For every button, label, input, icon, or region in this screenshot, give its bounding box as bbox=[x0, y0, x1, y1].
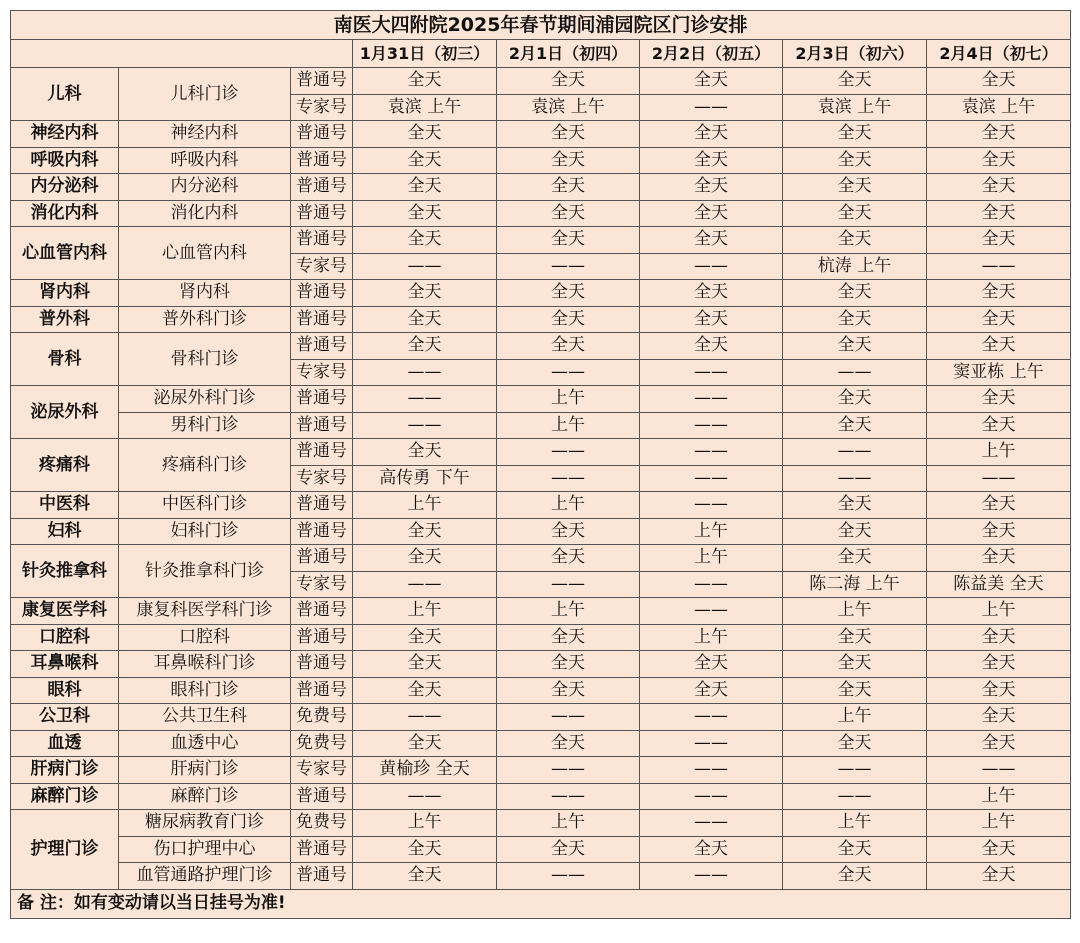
department-cell: 耳鼻喉科 bbox=[11, 651, 119, 678]
schedule-cell: 全天 bbox=[353, 227, 497, 254]
clinic-cell: 肝病门诊 bbox=[119, 757, 291, 784]
schedule-cell: —— bbox=[640, 571, 783, 598]
schedule-cell: 全天 bbox=[783, 730, 927, 757]
schedule-cell: 上午 bbox=[353, 598, 497, 625]
schedule-cell: 上午 bbox=[927, 783, 1071, 810]
schedule-cell: 全天 bbox=[640, 306, 783, 333]
registration-type-cell: 普通号 bbox=[291, 651, 353, 678]
schedule-cell: 全天 bbox=[640, 121, 783, 148]
clinic-cell: 针灸推拿科门诊 bbox=[119, 545, 291, 598]
schedule-cell: 全天 bbox=[353, 863, 497, 890]
table-row bbox=[11, 147, 1071, 174]
clinic-cell: 糖尿病教育门诊 bbox=[119, 810, 291, 837]
schedule-cell: 全天 bbox=[353, 730, 497, 757]
table-row bbox=[11, 227, 1071, 254]
schedule-cell: —— bbox=[927, 757, 1071, 784]
schedule-cell: 全天 bbox=[353, 306, 497, 333]
schedule-cell: 全天 bbox=[353, 518, 497, 545]
registration-type-cell: 普通号 bbox=[291, 227, 353, 254]
table-row bbox=[11, 598, 1071, 625]
clinic-cell: 口腔科 bbox=[119, 624, 291, 651]
header-blank bbox=[11, 40, 353, 68]
department-cell: 血透 bbox=[11, 730, 119, 757]
registration-type-cell: 普通号 bbox=[291, 386, 353, 413]
clinic-cell: 血透中心 bbox=[119, 730, 291, 757]
department-cell: 妇科 bbox=[11, 518, 119, 545]
schedule-cell: 全天 bbox=[353, 280, 497, 307]
clinic-cell: 耳鼻喉科门诊 bbox=[119, 651, 291, 678]
registration-type-cell: 普通号 bbox=[291, 863, 353, 890]
schedule-cell: 全天 bbox=[497, 333, 640, 360]
department-cell: 肾内科 bbox=[11, 280, 119, 307]
department-cell: 消化内科 bbox=[11, 200, 119, 227]
registration-type-cell: 普通号 bbox=[291, 306, 353, 333]
schedule-cell: 上午 bbox=[640, 545, 783, 572]
schedule-cell: 全天 bbox=[497, 624, 640, 651]
department-cell: 肝病门诊 bbox=[11, 757, 119, 784]
registration-type-cell: 免费号 bbox=[291, 730, 353, 757]
schedule-cell: 全天 bbox=[353, 68, 497, 95]
registration-type-cell: 免费号 bbox=[291, 810, 353, 837]
schedule-cell: 全天 bbox=[497, 227, 640, 254]
schedule-wrapper bbox=[10, 10, 1070, 919]
schedule-cell: 全天 bbox=[783, 545, 927, 572]
schedule-cell: 全天 bbox=[640, 200, 783, 227]
department-cell: 针灸推拿科 bbox=[11, 545, 119, 598]
schedule-cell: 全天 bbox=[353, 677, 497, 704]
schedule-cell: 全天 bbox=[640, 280, 783, 307]
schedule-cell: 全天 bbox=[927, 730, 1071, 757]
schedule-cell: 全天 bbox=[783, 306, 927, 333]
schedule-cell: 全天 bbox=[640, 68, 783, 95]
schedule-cell: 上午 bbox=[640, 624, 783, 651]
schedule-cell: 上午 bbox=[497, 412, 640, 439]
schedule-cell: —— bbox=[640, 439, 783, 466]
table-row bbox=[11, 863, 1071, 890]
table-row bbox=[11, 492, 1071, 519]
table-row bbox=[11, 836, 1071, 863]
table-row bbox=[11, 174, 1071, 201]
table-row bbox=[11, 121, 1071, 148]
schedule-cell: 袁滨 上午 bbox=[353, 94, 497, 121]
schedule-cell: 全天 bbox=[353, 624, 497, 651]
department-cell: 心血管内科 bbox=[11, 227, 119, 280]
schedule-cell: 黄榆珍 全天 bbox=[353, 757, 497, 784]
department-cell: 骨科 bbox=[11, 333, 119, 386]
schedule-cell: 上午 bbox=[497, 810, 640, 837]
schedule-cell: 全天 bbox=[927, 677, 1071, 704]
schedule-cell: 全天 bbox=[927, 651, 1071, 678]
schedule-cell: 全天 bbox=[927, 306, 1071, 333]
schedule-cell: 全天 bbox=[927, 227, 1071, 254]
schedule-cell: —— bbox=[927, 465, 1071, 492]
registration-type-cell: 专家号 bbox=[291, 94, 353, 121]
schedule-cell: 全天 bbox=[497, 677, 640, 704]
clinic-cell: 内分泌科 bbox=[119, 174, 291, 201]
clinic-cell: 康复科医学科门诊 bbox=[119, 598, 291, 625]
clinic-cell: 公共卫生科 bbox=[119, 704, 291, 731]
schedule-cell: —— bbox=[497, 571, 640, 598]
schedule-cell: 陈益美 全天 bbox=[927, 571, 1071, 598]
schedule-cell: 上午 bbox=[783, 704, 927, 731]
header-row bbox=[11, 40, 1071, 68]
schedule-cell: 全天 bbox=[497, 545, 640, 572]
clinic-schedule-table bbox=[10, 10, 1071, 919]
schedule-cell: 陈二海 上午 bbox=[783, 571, 927, 598]
schedule-cell: 全天 bbox=[927, 280, 1071, 307]
schedule-cell: 全天 bbox=[783, 200, 927, 227]
schedule-cell: —— bbox=[783, 783, 927, 810]
schedule-cell: 全天 bbox=[783, 147, 927, 174]
schedule-cell: 上午 bbox=[927, 598, 1071, 625]
schedule-cell: —— bbox=[497, 465, 640, 492]
registration-type-cell: 普通号 bbox=[291, 280, 353, 307]
schedule-cell: —— bbox=[640, 810, 783, 837]
schedule-cell: 全天 bbox=[497, 68, 640, 95]
clinic-cell: 泌尿外科门诊 bbox=[119, 386, 291, 413]
schedule-cell: 全天 bbox=[353, 121, 497, 148]
table-row bbox=[11, 704, 1071, 731]
clinic-cell: 疼痛科门诊 bbox=[119, 439, 291, 492]
schedule-cell: —— bbox=[640, 863, 783, 890]
schedule-cell: 全天 bbox=[640, 227, 783, 254]
table-row bbox=[11, 783, 1071, 810]
schedule-cell: —— bbox=[783, 439, 927, 466]
schedule-cell: 上午 bbox=[497, 492, 640, 519]
schedule-cell: —— bbox=[640, 783, 783, 810]
schedule-cell: —— bbox=[497, 863, 640, 890]
schedule-cell: 全天 bbox=[927, 518, 1071, 545]
registration-type-cell: 专家号 bbox=[291, 757, 353, 784]
clinic-cell: 神经内科 bbox=[119, 121, 291, 148]
registration-type-cell: 普通号 bbox=[291, 147, 353, 174]
department-cell: 普外科 bbox=[11, 306, 119, 333]
date-header: 2月1日（初四） bbox=[497, 40, 640, 68]
department-cell: 呼吸内科 bbox=[11, 147, 119, 174]
registration-type-cell: 普通号 bbox=[291, 624, 353, 651]
schedule-cell: 袁滨 上午 bbox=[927, 94, 1071, 121]
clinic-cell: 骨科门诊 bbox=[119, 333, 291, 386]
schedule-cell: 全天 bbox=[497, 121, 640, 148]
schedule-cell: —— bbox=[783, 359, 927, 386]
clinic-cell: 伤口护理中心 bbox=[119, 836, 291, 863]
schedule-cell: 全天 bbox=[783, 280, 927, 307]
schedule-cell: 全天 bbox=[927, 68, 1071, 95]
schedule-cell: 全天 bbox=[783, 518, 927, 545]
table-row bbox=[11, 439, 1071, 466]
schedule-cell: 全天 bbox=[640, 651, 783, 678]
schedule-cell: 高传勇 下午 bbox=[353, 465, 497, 492]
schedule-cell: 全天 bbox=[497, 147, 640, 174]
schedule-cell: 上午 bbox=[497, 598, 640, 625]
clinic-cell: 儿科门诊 bbox=[119, 68, 291, 121]
schedule-cell: 全天 bbox=[783, 624, 927, 651]
schedule-cell: —— bbox=[353, 359, 497, 386]
clinic-cell: 血管通路护理门诊 bbox=[119, 863, 291, 890]
schedule-cell: 全天 bbox=[927, 174, 1071, 201]
table-row bbox=[11, 518, 1071, 545]
schedule-cell: 全天 bbox=[497, 651, 640, 678]
schedule-cell: 全天 bbox=[353, 333, 497, 360]
table-row bbox=[11, 200, 1071, 227]
note-text: 备 注：如有变动请以当日挂号为准! bbox=[11, 889, 1071, 918]
schedule-cell: —— bbox=[353, 412, 497, 439]
schedule-cell: 全天 bbox=[783, 68, 927, 95]
schedule-cell: 全天 bbox=[927, 121, 1071, 148]
schedule-cell: —— bbox=[497, 704, 640, 731]
schedule-cell: 上午 bbox=[353, 492, 497, 519]
table-row bbox=[11, 386, 1071, 413]
schedule-cell: —— bbox=[640, 94, 783, 121]
department-cell: 公卫科 bbox=[11, 704, 119, 731]
schedule-cell: —— bbox=[497, 253, 640, 280]
schedule-cell: 全天 bbox=[497, 200, 640, 227]
schedule-cell: —— bbox=[497, 757, 640, 784]
department-cell: 神经内科 bbox=[11, 121, 119, 148]
date-header: 2月3日（初六） bbox=[783, 40, 927, 68]
department-cell: 眼科 bbox=[11, 677, 119, 704]
schedule-cell: 全天 bbox=[783, 121, 927, 148]
schedule-cell: 全天 bbox=[783, 492, 927, 519]
department-cell: 口腔科 bbox=[11, 624, 119, 651]
schedule-cell: 全天 bbox=[783, 677, 927, 704]
schedule-cell: 全天 bbox=[353, 174, 497, 201]
clinic-cell: 心血管内科 bbox=[119, 227, 291, 280]
schedule-cell: 全天 bbox=[497, 280, 640, 307]
schedule-cell: —— bbox=[353, 386, 497, 413]
schedule-cell: 全天 bbox=[783, 386, 927, 413]
schedule-cell: —— bbox=[353, 704, 497, 731]
schedule-cell: 全天 bbox=[927, 704, 1071, 731]
schedule-cell: 全天 bbox=[640, 677, 783, 704]
clinic-cell: 消化内科 bbox=[119, 200, 291, 227]
schedule-cell: 全天 bbox=[927, 386, 1071, 413]
schedule-cell: 全天 bbox=[783, 227, 927, 254]
date-header: 2月4日（初七） bbox=[927, 40, 1071, 68]
schedule-cell: 全天 bbox=[927, 545, 1071, 572]
schedule-cell: —— bbox=[640, 359, 783, 386]
table-row bbox=[11, 677, 1071, 704]
schedule-cell: 全天 bbox=[783, 412, 927, 439]
schedule-cell: —— bbox=[640, 253, 783, 280]
schedule-cell: 上午 bbox=[783, 598, 927, 625]
registration-type-cell: 普通号 bbox=[291, 68, 353, 95]
table-row bbox=[11, 68, 1071, 95]
date-header: 1月31日（初三） bbox=[353, 40, 497, 68]
schedule-cell: 全天 bbox=[783, 836, 927, 863]
schedule-cell: 全天 bbox=[640, 147, 783, 174]
title-row bbox=[11, 11, 1071, 40]
registration-type-cell: 普通号 bbox=[291, 545, 353, 572]
schedule-cell: 全天 bbox=[640, 174, 783, 201]
schedule-cell: 杭涛 上午 bbox=[783, 253, 927, 280]
registration-type-cell: 普通号 bbox=[291, 492, 353, 519]
registration-type-cell: 普通号 bbox=[291, 412, 353, 439]
table-row bbox=[11, 810, 1071, 837]
department-cell: 麻醉门诊 bbox=[11, 783, 119, 810]
schedule-cell: 全天 bbox=[353, 836, 497, 863]
schedule-cell: —— bbox=[640, 704, 783, 731]
department-cell: 儿科 bbox=[11, 68, 119, 121]
schedule-cell: 上午 bbox=[927, 810, 1071, 837]
schedule-cell: 上午 bbox=[640, 518, 783, 545]
schedule-cell: 全天 bbox=[927, 863, 1071, 890]
registration-type-cell: 普通号 bbox=[291, 677, 353, 704]
schedule-cell: —— bbox=[353, 571, 497, 598]
department-cell: 康复医学科 bbox=[11, 598, 119, 625]
schedule-cell: 上午 bbox=[783, 810, 927, 837]
registration-type-cell: 普通号 bbox=[291, 333, 353, 360]
schedule-cell: 全天 bbox=[353, 439, 497, 466]
schedule-cell: 全天 bbox=[353, 545, 497, 572]
schedule-cell: 上午 bbox=[927, 439, 1071, 466]
schedule-cell: —— bbox=[640, 412, 783, 439]
registration-type-cell: 专家号 bbox=[291, 359, 353, 386]
schedule-cell: —— bbox=[497, 439, 640, 466]
schedule-cell: 全天 bbox=[927, 333, 1071, 360]
table-row bbox=[11, 757, 1071, 784]
registration-type-cell: 普通号 bbox=[291, 518, 353, 545]
clinic-cell: 肾内科 bbox=[119, 280, 291, 307]
schedule-cell: 袁滨 上午 bbox=[497, 94, 640, 121]
schedule-cell: 全天 bbox=[927, 492, 1071, 519]
schedule-cell: —— bbox=[640, 757, 783, 784]
schedule-cell: —— bbox=[497, 783, 640, 810]
schedule-cell: —— bbox=[640, 598, 783, 625]
department-cell: 泌尿外科 bbox=[11, 386, 119, 439]
schedule-cell: 袁滨 上午 bbox=[783, 94, 927, 121]
registration-type-cell: 普通号 bbox=[291, 439, 353, 466]
registration-type-cell: 普通号 bbox=[291, 783, 353, 810]
schedule-cell: 全天 bbox=[353, 651, 497, 678]
schedule-cell: 全天 bbox=[783, 174, 927, 201]
schedule-cell: —— bbox=[640, 492, 783, 519]
table-row bbox=[11, 624, 1071, 651]
page-title: 南医大四附院2025年春节期间浦园院区门诊安排 bbox=[11, 11, 1071, 40]
schedule-cell: 全天 bbox=[927, 200, 1071, 227]
schedule-cell: 全天 bbox=[783, 863, 927, 890]
table-row bbox=[11, 306, 1071, 333]
schedule-cell: 全天 bbox=[927, 147, 1071, 174]
clinic-cell: 中医科门诊 bbox=[119, 492, 291, 519]
schedule-cell: —— bbox=[783, 757, 927, 784]
schedule-cell: 全天 bbox=[927, 624, 1071, 651]
table-row bbox=[11, 333, 1071, 360]
registration-type-cell: 免费号 bbox=[291, 704, 353, 731]
registration-type-cell: 普通号 bbox=[291, 598, 353, 625]
registration-type-cell: 普通号 bbox=[291, 200, 353, 227]
note-row bbox=[11, 889, 1071, 918]
schedule-cell: —— bbox=[640, 730, 783, 757]
schedule-cell: 全天 bbox=[353, 147, 497, 174]
schedule-cell: —— bbox=[783, 465, 927, 492]
clinic-cell: 呼吸内科 bbox=[119, 147, 291, 174]
schedule-cell: 全天 bbox=[783, 333, 927, 360]
table-row bbox=[11, 545, 1071, 572]
table-row bbox=[11, 280, 1071, 307]
schedule-cell: 全天 bbox=[783, 651, 927, 678]
registration-type-cell: 专家号 bbox=[291, 465, 353, 492]
table-row bbox=[11, 412, 1071, 439]
schedule-cell: —— bbox=[640, 465, 783, 492]
clinic-cell: 麻醉门诊 bbox=[119, 783, 291, 810]
schedule-cell: 全天 bbox=[497, 518, 640, 545]
department-cell: 疼痛科 bbox=[11, 439, 119, 492]
schedule-cell: —— bbox=[640, 386, 783, 413]
schedule-cell: 上午 bbox=[497, 386, 640, 413]
registration-type-cell: 普通号 bbox=[291, 836, 353, 863]
clinic-cell: 妇科门诊 bbox=[119, 518, 291, 545]
schedule-cell: 窦亚栋 上午 bbox=[927, 359, 1071, 386]
schedule-cell: —— bbox=[353, 253, 497, 280]
schedule-cell: 全天 bbox=[497, 730, 640, 757]
schedule-cell: —— bbox=[497, 359, 640, 386]
clinic-cell: 男科门诊 bbox=[119, 412, 291, 439]
schedule-cell: 上午 bbox=[353, 810, 497, 837]
clinic-cell: 眼科门诊 bbox=[119, 677, 291, 704]
schedule-cell: 全天 bbox=[497, 306, 640, 333]
schedule-cell: 全天 bbox=[927, 412, 1071, 439]
schedule-cell: —— bbox=[353, 783, 497, 810]
registration-type-cell: 普通号 bbox=[291, 121, 353, 148]
table-row bbox=[11, 730, 1071, 757]
date-header: 2月2日（初五） bbox=[640, 40, 783, 68]
registration-type-cell: 专家号 bbox=[291, 253, 353, 280]
department-cell: 中医科 bbox=[11, 492, 119, 519]
table-row bbox=[11, 651, 1071, 678]
department-cell: 护理门诊 bbox=[11, 810, 119, 890]
schedule-cell: 全天 bbox=[927, 836, 1071, 863]
department-cell: 内分泌科 bbox=[11, 174, 119, 201]
schedule-cell: —— bbox=[927, 253, 1071, 280]
clinic-cell: 普外科门诊 bbox=[119, 306, 291, 333]
registration-type-cell: 普通号 bbox=[291, 174, 353, 201]
schedule-cell: 全天 bbox=[353, 200, 497, 227]
schedule-cell: 全天 bbox=[497, 836, 640, 863]
schedule-cell: 全天 bbox=[497, 174, 640, 201]
registration-type-cell: 专家号 bbox=[291, 571, 353, 598]
schedule-cell: 全天 bbox=[640, 333, 783, 360]
schedule-cell: 全天 bbox=[640, 836, 783, 863]
